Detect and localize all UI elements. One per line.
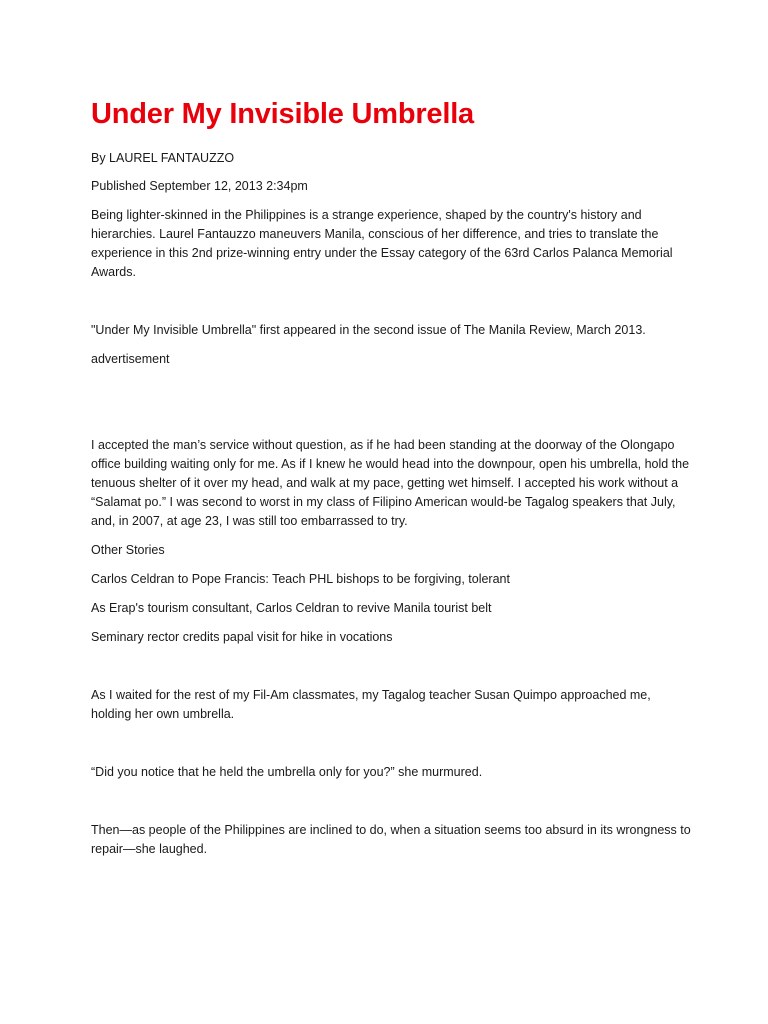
body-paragraph-1: I accepted the man’s service without question, as if he had been standing at the doorway of the Olongapo office building waiting only for me. As if I knew he would head into the downpour, open his umbrella, hold the tenuous shelter of it over my head, and walk at my pace, getting wet himself. I accepted his work without a “Salamat po.” I was second to worst in my class of Filipino American would-be Tagalog speakers that July, and, in 2007, at age 23, I was still too embarrassed to try. [91, 438, 690, 528]
other-stories-heading: Other Stories [91, 543, 165, 557]
article-title: Under My Invisible Umbrella [91, 98, 474, 130]
other-story-link[interactable]: Seminary rector credits papal visit for hike in vocations [91, 630, 393, 644]
intro-paragraph: Being lighter-skinned in the Philippines is a strange experience, shaped by the country's history and hierarchies. Laurel Fantauzzo maneuvers Manila, conscious of her difference, and tries to translate the experience in this 2nd prize-winning entry under the Essay category of the 63rd Carlos Palanca Memorial Awards. [91, 208, 673, 279]
first-appeared-note: "Under My Invisible Umbrella" first appeared in the second issue of The Manila Review, March 2013. [91, 323, 646, 337]
byline: By LAUREL FANTAUZZO [91, 151, 235, 165]
published-date: Published September 12, 2013 2:34pm [91, 179, 308, 193]
body-paragraph-2: As I waited for the rest of my Fil-Am classmates, my Tagalog teacher Susan Quimpo approached me, holding her own umbrella. [91, 688, 651, 721]
advertisement-label: advertisement [91, 352, 170, 366]
other-story-link[interactable]: As Erap's tourism consultant, Carlos Celdran to revive Manila tourist belt [91, 601, 492, 615]
body-paragraph-4: Then—as people of the Philippines are inclined to do, when a situation seems too absurd in its wrongness to repair—she laughed. [91, 823, 691, 856]
body-paragraph-3: “Did you notice that he held the umbrella only for you?” she murmured. [91, 765, 483, 779]
other-story-link[interactable]: Carlos Celdran to Pope Francis: Teach PHL bishops to be forgiving, tolerant [91, 572, 510, 586]
